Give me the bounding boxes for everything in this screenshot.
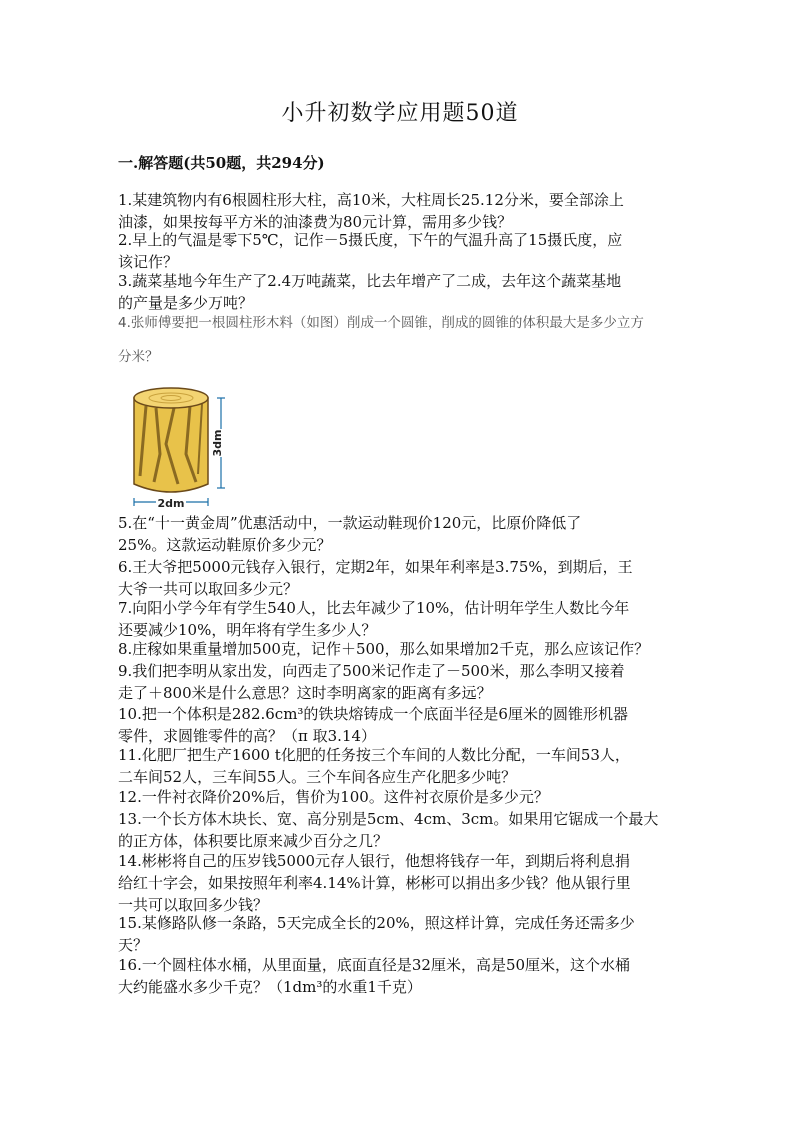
question-line: 15.某修路队修一条路，5天完成全长的20%，照这样计算，完成任务还需多少 xyxy=(118,914,635,932)
question-6 xyxy=(118,556,686,600)
section-heading: 一.解答题(共50题，共294分) xyxy=(118,154,325,172)
question-14 xyxy=(118,850,686,916)
question-10 xyxy=(118,703,686,747)
question-11 xyxy=(118,744,686,788)
wood-cylinder-illustration xyxy=(126,384,236,512)
question-5 xyxy=(118,512,686,556)
question-line: 给红十字会，如果按照年利率4.14%计算，彬彬可以捐出多少钱？他从银行里 xyxy=(118,874,631,892)
question-line: 零件，求圆锥零件的高？（π 取3.14） xyxy=(118,727,377,745)
question-line: 还要减少10%，明年将有学生多少人？ xyxy=(118,621,377,639)
question-line: 11.化肥厂把生产1600 t化肥的任务按三个车间的人数比分配，一车间53人， xyxy=(118,746,630,764)
question-line: 分米？ xyxy=(118,349,159,365)
question-line: 大爷一共可以取回多少元？ xyxy=(118,580,299,598)
page-title: 小升初数学应用题50道 xyxy=(281,101,519,126)
question-line: 的产量是多少万吨？ xyxy=(118,294,254,312)
question-line: 12.一件衬衣降价20%后，售价为100。这件衬衣原价是多少元？ xyxy=(118,788,549,806)
question-line: 一共可以取回多少钱？ xyxy=(118,896,269,914)
question-15 xyxy=(118,912,686,956)
question-line: 8.庄稼如果重量增加500克，记作＋500，那么如果增加2千克，那么应该记作？ xyxy=(118,640,650,658)
question-16 xyxy=(118,954,686,998)
question-3 xyxy=(118,270,686,314)
question-line: 二车间52人，三车间55人。三个车间各应生产化肥多少吨？ xyxy=(118,768,517,786)
width-label: 2dm xyxy=(157,497,185,510)
question-7 xyxy=(118,597,686,641)
question-line: 天？ xyxy=(118,936,149,954)
question-line: 6.王大爷把5000元钱存入银行，定期2年，如果年利率是3.75%，到期后，王 xyxy=(118,558,633,576)
question-8 xyxy=(118,638,686,660)
question-line: 油漆，如果按每平方米的油漆费为80元计算，需用多少钱？ xyxy=(118,213,513,231)
question-9 xyxy=(118,660,686,704)
question-line: 走了＋800米是什么意思？这时李明离家的距离有多远？ xyxy=(118,684,492,702)
question-4 xyxy=(118,312,686,368)
question-line: 4.张师傅要把一根圆柱形木料（如图）削成一个圆锥，削成的圆锥的体积最大是多少立方 xyxy=(118,315,644,331)
question-line: 3.蔬菜基地今年生产了2.4万吨蔬菜，比去年增产了二成，去年这个蔬菜基地 xyxy=(118,272,622,290)
question-line: 2.早上的气温是零下5℃，记作－5摄氏度，下午的气温升高了15摄氏度，应 xyxy=(118,231,623,249)
question-line: 该记作？ xyxy=(118,253,179,271)
question-line: 13.一个长方体木块长、宽、高分别是5cm、4cm、3cm。如果用它锯成一个最大 xyxy=(118,810,659,828)
question-line: 16.一个圆柱体水桶，从里面量，底面直径是32厘米，高是50厘米，这个水桶 xyxy=(118,956,631,974)
question-2 xyxy=(118,229,686,273)
question-line: 10.把一个体积是282.6cm³的铁块熔铸成一个底面半径是6厘米的圆锥形机器 xyxy=(118,705,628,723)
question-1 xyxy=(118,189,686,233)
question-line: 14.彬彬将自己的压岁钱5000元存人银行，他想将钱存一年，到期后将利息捐 xyxy=(118,852,631,870)
height-label: 3dm xyxy=(211,429,224,457)
question-line: 的正方体，体积要比原来减少百分之几？ xyxy=(118,832,389,850)
question-line: 1.某建筑物内有6根圆柱形大柱，高10米，大柱周长25.12分米，要全部涂上 xyxy=(118,191,624,209)
question-13 xyxy=(118,808,686,852)
question-line: 9.我们把李明从家出发，向西走了500米记作走了－500米，那么李明又接着 xyxy=(118,662,625,680)
question-12 xyxy=(118,786,686,808)
question-line: 大约能盛水多少千克？（1dm³的水重1千克） xyxy=(118,978,422,996)
log-figure xyxy=(126,384,236,512)
question-line: 7.向阳小学今年有学生540人，比去年减少了10%，估计明年学生人数比今年 xyxy=(118,599,630,617)
question-line: 25%。这款运动鞋原价多少元？ xyxy=(118,536,332,554)
question-line: 5.在“十一黄金周”优惠活动中，一款运动鞋现价120元，比原价降低了 xyxy=(118,514,582,532)
